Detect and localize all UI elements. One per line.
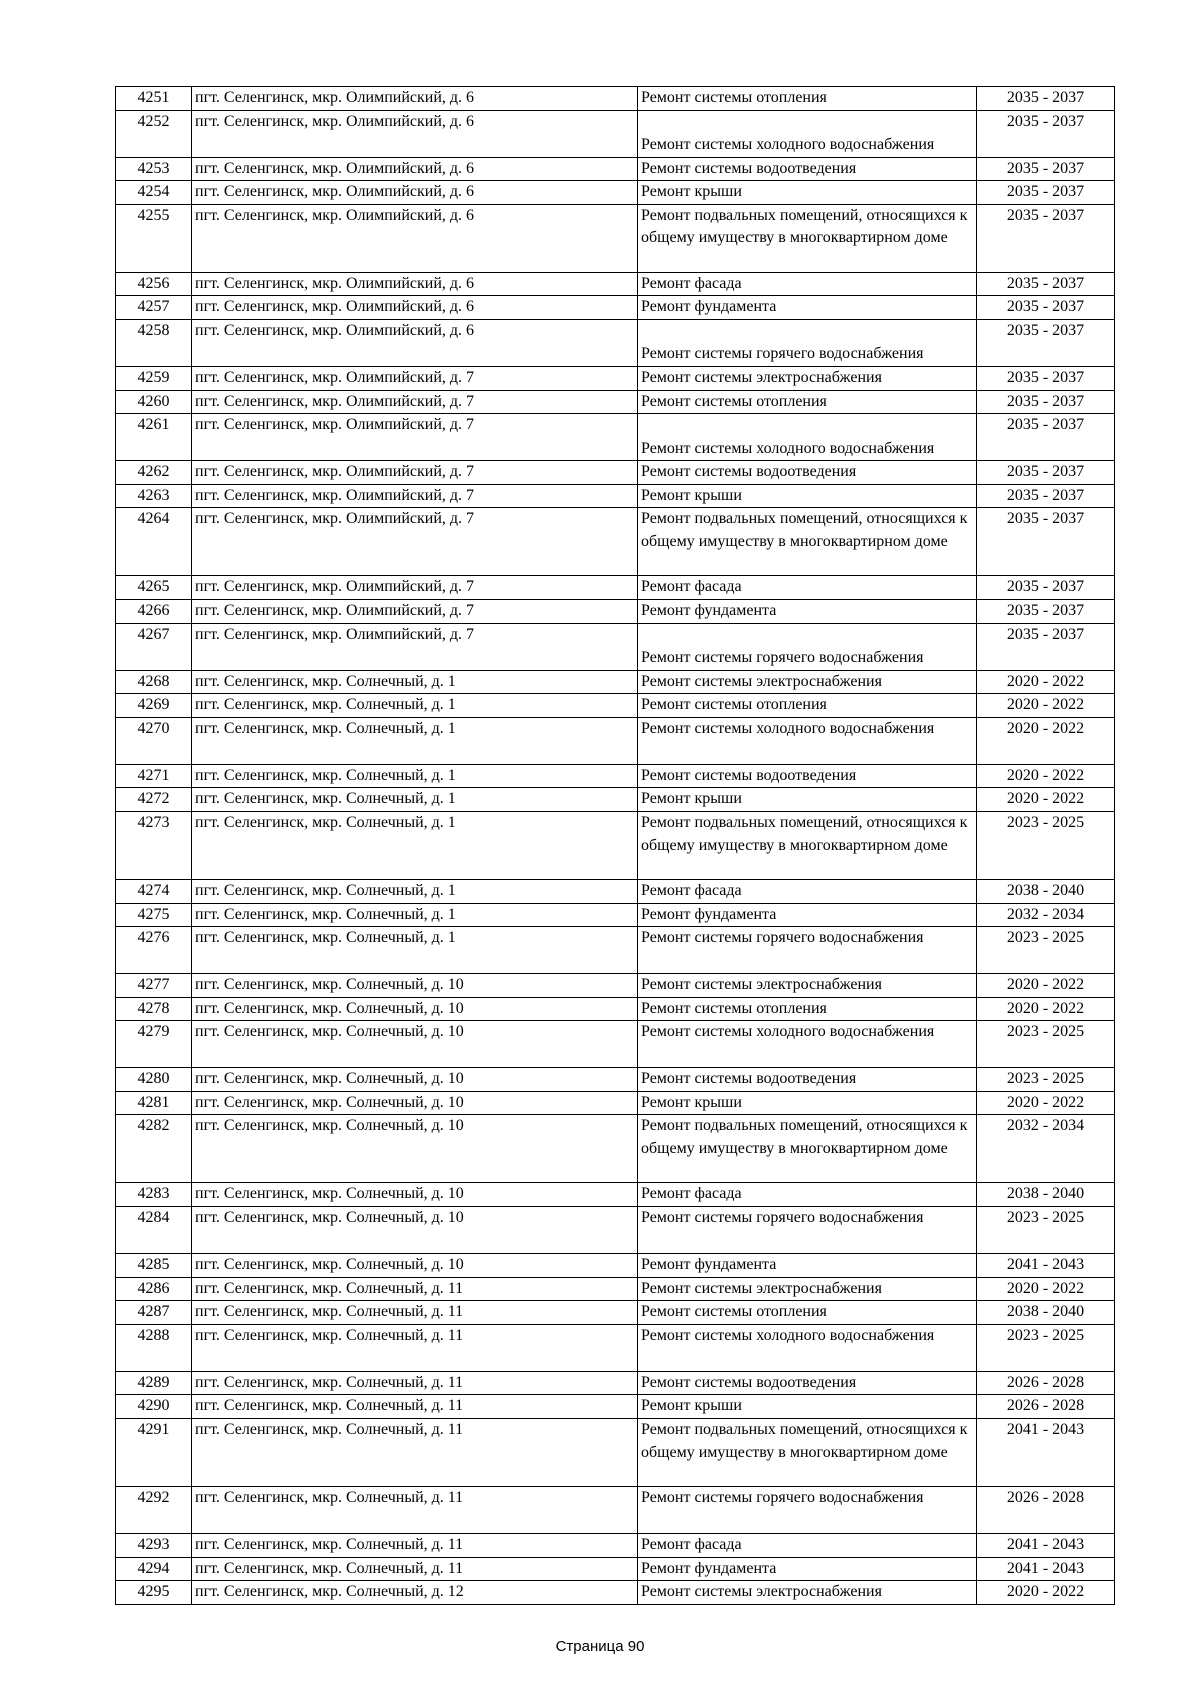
cell-work-type: Ремонт системы водоотведения	[638, 1371, 977, 1395]
cell-period: 2035 - 2037	[977, 319, 1115, 366]
cell-work-type: Ремонт подвальных помещений, относящихся к общему имуществу в многоквартирном доме	[638, 508, 977, 576]
cell-work-type: Ремонт системы горячего водоснабжения	[638, 319, 977, 366]
cell-address: пгт. Селенгинск, мкр. Олимпийский, д. 6	[192, 204, 638, 272]
cell-work-type: Ремонт фундамента	[638, 296, 977, 320]
table-row	[116, 1021, 1115, 1068]
cell-number: 4274	[116, 879, 192, 903]
cell-address: пгт. Селенгинск, мкр. Олимпийский, д. 7	[192, 623, 638, 670]
table-row	[116, 879, 1115, 903]
cell-address: пгт. Селенгинск, мкр. Солнечный, д. 11	[192, 1557, 638, 1581]
cell-number: 4277	[116, 974, 192, 998]
cell-work-type: Ремонт подвальных помещений, относящихся к общему имуществу в многоквартирном доме	[638, 204, 977, 272]
cell-work-type: Ремонт системы электроснабжения	[638, 366, 977, 390]
cell-period: 2020 - 2022	[977, 1277, 1115, 1301]
cell-number: 4282	[116, 1115, 192, 1183]
cell-address: пгт. Селенгинск, мкр. Солнечный, д. 1	[192, 694, 638, 718]
cell-address: пгт. Селенгинск, мкр. Олимпийский, д. 7	[192, 484, 638, 508]
cell-work-type: Ремонт фасада	[638, 879, 977, 903]
table-row	[116, 1091, 1115, 1115]
cell-number: 4255	[116, 204, 192, 272]
table-row	[116, 1301, 1115, 1325]
table-row	[116, 811, 1115, 879]
cell-address: пгт. Селенгинск, мкр. Солнечный, д. 10	[192, 1068, 638, 1092]
cell-work-type: Ремонт крыши	[638, 484, 977, 508]
cell-address: пгт. Селенгинск, мкр. Олимпийский, д. 6	[192, 157, 638, 181]
cell-number: 4253	[116, 157, 192, 181]
cell-period: 2035 - 2037	[977, 272, 1115, 296]
table-row	[116, 903, 1115, 927]
cell-work-type: Ремонт подвальных помещений, относящихся к общему имуществу в многоквартирном доме	[638, 1419, 977, 1487]
cell-address: пгт. Селенгинск, мкр. Солнечный, д. 10	[192, 1183, 638, 1207]
cell-period: 2041 - 2043	[977, 1534, 1115, 1558]
cell-period: 2035 - 2037	[977, 484, 1115, 508]
cell-address: пгт. Селенгинск, мкр. Солнечный, д. 10	[192, 1207, 638, 1254]
cell-period: 2023 - 2025	[977, 1021, 1115, 1068]
cell-address: пгт. Селенгинск, мкр. Солнечный, д. 1	[192, 717, 638, 764]
table-row	[116, 319, 1115, 366]
cell-address: пгт. Селенгинск, мкр. Олимпийский, д. 7	[192, 414, 638, 461]
cell-period: 2032 - 2034	[977, 903, 1115, 927]
cell-period: 2020 - 2022	[977, 694, 1115, 718]
table-row	[116, 997, 1115, 1021]
table-row	[116, 366, 1115, 390]
cell-address: пгт. Селенгинск, мкр. Солнечный, д. 1	[192, 811, 638, 879]
cell-number: 4279	[116, 1021, 192, 1068]
cell-work-type: Ремонт подвальных помещений, относящихся к общему имуществу в многоквартирном доме	[638, 811, 977, 879]
cell-work-type: Ремонт фасада	[638, 576, 977, 600]
cell-address: пгт. Селенгинск, мкр. Олимпийский, д. 6	[192, 296, 638, 320]
table-row	[116, 576, 1115, 600]
cell-period: 2020 - 2022	[977, 1091, 1115, 1115]
table-row	[116, 1581, 1115, 1605]
cell-address: пгт. Селенгинск, мкр. Солнечный, д. 1	[192, 764, 638, 788]
cell-period: 2020 - 2022	[977, 788, 1115, 812]
cell-address: пгт. Селенгинск, мкр. Олимпийский, д. 6	[192, 181, 638, 205]
cell-period: 2035 - 2037	[977, 461, 1115, 485]
cell-work-type: Ремонт фасада	[638, 272, 977, 296]
table-row	[116, 204, 1115, 272]
cell-number: 4251	[116, 87, 192, 111]
cell-work-type: Ремонт системы отопления	[638, 997, 977, 1021]
table-row	[116, 110, 1115, 157]
cell-period: 2035 - 2037	[977, 296, 1115, 320]
cell-address: пгт. Селенгинск, мкр. Солнечный, д. 10	[192, 1021, 638, 1068]
table-row	[116, 1557, 1115, 1581]
cell-number: 4293	[116, 1534, 192, 1558]
cell-address: пгт. Селенгинск, мкр. Солнечный, д. 11	[192, 1487, 638, 1534]
table-row	[116, 1371, 1115, 1395]
table-row	[116, 1324, 1115, 1371]
cell-address: пгт. Селенгинск, мкр. Солнечный, д. 1	[192, 788, 638, 812]
cell-number: 4260	[116, 390, 192, 414]
cell-address: пгт. Селенгинск, мкр. Солнечный, д. 1	[192, 670, 638, 694]
cell-address: пгт. Селенгинск, мкр. Солнечный, д. 11	[192, 1324, 638, 1371]
cell-number: 4275	[116, 903, 192, 927]
cell-work-type: Ремонт системы водоотведения	[638, 157, 977, 181]
table-row	[116, 157, 1115, 181]
table-row	[116, 1068, 1115, 1092]
cell-period: 2038 - 2040	[977, 879, 1115, 903]
cell-address: пгт. Селенгинск, мкр. Солнечный, д. 10	[192, 1254, 638, 1278]
cell-address: пгт. Селенгинск, мкр. Солнечный, д. 11	[192, 1395, 638, 1419]
cell-number: 4287	[116, 1301, 192, 1325]
cell-address: пгт. Селенгинск, мкр. Солнечный, д. 11	[192, 1419, 638, 1487]
cell-work-type: Ремонт системы отопления	[638, 390, 977, 414]
cell-work-type: Ремонт системы холодного водоснабжения	[638, 1324, 977, 1371]
table-body	[116, 87, 1115, 1605]
cell-number: 4264	[116, 508, 192, 576]
cell-number: 4272	[116, 788, 192, 812]
cell-number: 4280	[116, 1068, 192, 1092]
cell-period: 2035 - 2037	[977, 181, 1115, 205]
cell-work-type: Ремонт крыши	[638, 1091, 977, 1115]
cell-number: 4265	[116, 576, 192, 600]
table-row	[116, 1534, 1115, 1558]
cell-number: 4267	[116, 623, 192, 670]
table-row	[116, 1183, 1115, 1207]
cell-work-type: Ремонт системы электроснабжения	[638, 974, 977, 998]
cell-number: 4263	[116, 484, 192, 508]
cell-number: 4284	[116, 1207, 192, 1254]
table-row	[116, 1207, 1115, 1254]
cell-address: пгт. Селенгинск, мкр. Солнечный, д. 11	[192, 1277, 638, 1301]
table-row	[116, 1487, 1115, 1534]
cell-work-type: Ремонт системы электроснабжения	[638, 1581, 977, 1605]
cell-address: пгт. Селенгинск, мкр. Олимпийский, д. 7	[192, 390, 638, 414]
cell-address: пгт. Селенгинск, мкр. Солнечный, д. 1	[192, 927, 638, 974]
cell-period: 2035 - 2037	[977, 599, 1115, 623]
cell-work-type: Ремонт системы горячего водоснабжения	[638, 623, 977, 670]
cell-number: 4289	[116, 1371, 192, 1395]
cell-address: пгт. Селенгинск, мкр. Олимпийский, д. 7	[192, 508, 638, 576]
cell-period: 2035 - 2037	[977, 508, 1115, 576]
cell-period: 2020 - 2022	[977, 1581, 1115, 1605]
cell-address: пгт. Селенгинск, мкр. Солнечный, д. 12	[192, 1581, 638, 1605]
cell-work-type: Ремонт системы водоотведения	[638, 1068, 977, 1092]
table-row	[116, 623, 1115, 670]
table-row	[116, 272, 1115, 296]
cell-period: 2035 - 2037	[977, 157, 1115, 181]
table-row	[116, 1254, 1115, 1278]
cell-work-type: Ремонт системы водоотведения	[638, 764, 977, 788]
cell-work-type: Ремонт системы холодного водоснабжения	[638, 414, 977, 461]
cell-period: 2035 - 2037	[977, 87, 1115, 111]
table-row	[116, 1277, 1115, 1301]
cell-work-type: Ремонт системы отопления	[638, 1301, 977, 1325]
cell-period: 2035 - 2037	[977, 623, 1115, 670]
cell-work-type: Ремонт крыши	[638, 181, 977, 205]
cell-period: 2026 - 2028	[977, 1487, 1115, 1534]
cell-work-type: Ремонт подвальных помещений, относящихся к общему имуществу в многоквартирном доме	[638, 1115, 977, 1183]
table-row	[116, 717, 1115, 764]
cell-address: пгт. Селенгинск, мкр. Олимпийский, д. 7	[192, 366, 638, 390]
cell-address: пгт. Селенгинск, мкр. Солнечный, д. 11	[192, 1301, 638, 1325]
cell-period: 2035 - 2037	[977, 204, 1115, 272]
page-number: Страница 90	[555, 1638, 645, 1655]
cell-address: пгт. Селенгинск, мкр. Олимпийский, д. 6	[192, 87, 638, 111]
cell-period: 2041 - 2043	[977, 1419, 1115, 1487]
cell-work-type: Ремонт фундамента	[638, 1254, 977, 1278]
table-row	[116, 1395, 1115, 1419]
cell-period: 2020 - 2022	[977, 670, 1115, 694]
cell-period: 2038 - 2040	[977, 1183, 1115, 1207]
cell-address: пгт. Селенгинск, мкр. Олимпийский, д. 7	[192, 599, 638, 623]
cell-work-type: Ремонт системы отопления	[638, 694, 977, 718]
cell-work-type: Ремонт фундамента	[638, 903, 977, 927]
repair-schedule-table	[115, 86, 1115, 1605]
table-row	[116, 508, 1115, 576]
cell-period: 2020 - 2022	[977, 974, 1115, 998]
cell-work-type: Ремонт системы горячего водоснабжения	[638, 1487, 977, 1534]
cell-number: 4276	[116, 927, 192, 974]
cell-period: 2020 - 2022	[977, 764, 1115, 788]
cell-period: 2020 - 2022	[977, 997, 1115, 1021]
cell-period: 2035 - 2037	[977, 390, 1115, 414]
cell-number: 4295	[116, 1581, 192, 1605]
cell-work-type: Ремонт фундамента	[638, 1557, 977, 1581]
cell-work-type: Ремонт системы отопления	[638, 87, 977, 111]
cell-period: 2026 - 2028	[977, 1371, 1115, 1395]
cell-number: 4278	[116, 997, 192, 1021]
cell-period: 2023 - 2025	[977, 1207, 1115, 1254]
cell-number: 4252	[116, 110, 192, 157]
cell-number: 4291	[116, 1419, 192, 1487]
cell-address: пгт. Селенгинск, мкр. Солнечный, д. 10	[192, 997, 638, 1021]
table-row	[116, 484, 1115, 508]
cell-work-type: Ремонт крыши	[638, 1395, 977, 1419]
cell-work-type: Ремонт системы холодного водоснабжения	[638, 717, 977, 764]
cell-number: 4258	[116, 319, 192, 366]
table-row	[116, 788, 1115, 812]
cell-work-type: Ремонт системы горячего водоснабжения	[638, 1207, 977, 1254]
cell-address: пгт. Селенгинск, мкр. Солнечный, д. 1	[192, 903, 638, 927]
cell-address: пгт. Селенгинск, мкр. Солнечный, д. 10	[192, 974, 638, 998]
table-row	[116, 974, 1115, 998]
table-row	[116, 296, 1115, 320]
cell-period: 2035 - 2037	[977, 576, 1115, 600]
cell-address: пгт. Селенгинск, мкр. Олимпийский, д. 6	[192, 319, 638, 366]
cell-number: 4294	[116, 1557, 192, 1581]
cell-period: 2038 - 2040	[977, 1301, 1115, 1325]
cell-number: 4270	[116, 717, 192, 764]
table-row	[116, 1419, 1115, 1487]
cell-number: 4288	[116, 1324, 192, 1371]
cell-work-type: Ремонт системы горячего водоснабжения	[638, 927, 977, 974]
cell-number: 4285	[116, 1254, 192, 1278]
cell-number: 4290	[116, 1395, 192, 1419]
table-row	[116, 390, 1115, 414]
cell-period: 2035 - 2037	[977, 110, 1115, 157]
cell-number: 4257	[116, 296, 192, 320]
cell-work-type: Ремонт системы электроснабжения	[638, 670, 977, 694]
cell-period: 2041 - 2043	[977, 1254, 1115, 1278]
table-row	[116, 927, 1115, 974]
table-row	[116, 599, 1115, 623]
cell-work-type: Ремонт системы холодного водоснабжения	[638, 110, 977, 157]
table-row	[116, 764, 1115, 788]
cell-work-type: Ремонт системы холодного водоснабжения	[638, 1021, 977, 1068]
cell-number: 4261	[116, 414, 192, 461]
cell-period: 2023 - 2025	[977, 1068, 1115, 1092]
cell-period: 2035 - 2037	[977, 414, 1115, 461]
table-row	[116, 670, 1115, 694]
cell-address: пгт. Селенгинск, мкр. Солнечный, д. 10	[192, 1091, 638, 1115]
cell-address: пгт. Селенгинск, мкр. Солнечный, д. 11	[192, 1371, 638, 1395]
cell-number: 4292	[116, 1487, 192, 1534]
cell-work-type: Ремонт крыши	[638, 788, 977, 812]
table-row	[116, 1115, 1115, 1183]
cell-address: пгт. Селенгинск, мкр. Олимпийский, д. 6	[192, 110, 638, 157]
cell-number: 4262	[116, 461, 192, 485]
cell-number: 4254	[116, 181, 192, 205]
cell-number: 4281	[116, 1091, 192, 1115]
cell-number: 4273	[116, 811, 192, 879]
cell-address: пгт. Селенгинск, мкр. Олимпийский, д. 6	[192, 272, 638, 296]
cell-period: 2023 - 2025	[977, 811, 1115, 879]
cell-address: пгт. Селенгинск, мкр. Олимпийский, д. 7	[192, 461, 638, 485]
cell-work-type: Ремонт фасада	[638, 1183, 977, 1207]
table-row	[116, 87, 1115, 111]
cell-number: 4269	[116, 694, 192, 718]
cell-work-type: Ремонт фундамента	[638, 599, 977, 623]
cell-number: 4271	[116, 764, 192, 788]
cell-work-type: Ремонт системы водоотведения	[638, 461, 977, 485]
cell-number: 4286	[116, 1277, 192, 1301]
cell-number: 4259	[116, 366, 192, 390]
cell-work-type: Ремонт фасада	[638, 1534, 977, 1558]
cell-address: пгт. Селенгинск, мкр. Олимпийский, д. 7	[192, 576, 638, 600]
table-row	[116, 461, 1115, 485]
cell-number: 4256	[116, 272, 192, 296]
cell-period: 2023 - 2025	[977, 927, 1115, 974]
cell-period: 2026 - 2028	[977, 1395, 1115, 1419]
cell-period: 2041 - 2043	[977, 1557, 1115, 1581]
table-row	[116, 181, 1115, 205]
table-row	[116, 414, 1115, 461]
cell-period: 2032 - 2034	[977, 1115, 1115, 1183]
cell-address: пгт. Селенгинск, мкр. Солнечный, д. 11	[192, 1534, 638, 1558]
cell-number: 4266	[116, 599, 192, 623]
cell-number: 4283	[116, 1183, 192, 1207]
cell-number: 4268	[116, 670, 192, 694]
cell-period: 2023 - 2025	[977, 1324, 1115, 1371]
cell-address: пгт. Селенгинск, мкр. Солнечный, д. 1	[192, 879, 638, 903]
table-row	[116, 694, 1115, 718]
cell-address: пгт. Селенгинск, мкр. Солнечный, д. 10	[192, 1115, 638, 1183]
cell-period: 2020 - 2022	[977, 717, 1115, 764]
cell-work-type: Ремонт системы электроснабжения	[638, 1277, 977, 1301]
cell-period: 2035 - 2037	[977, 366, 1115, 390]
